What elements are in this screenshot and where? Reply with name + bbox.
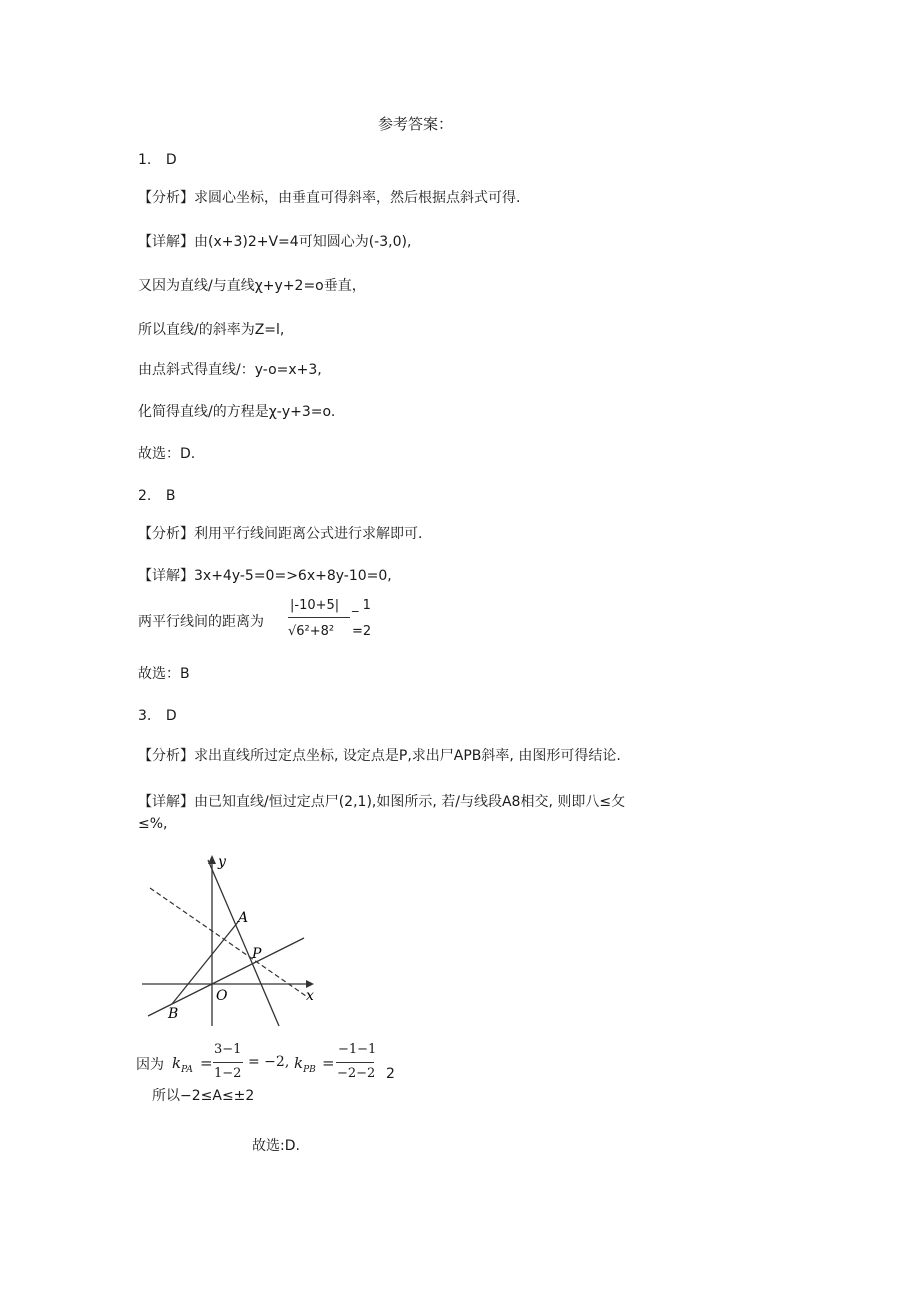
- q1-conclusion: 故选：D.: [138, 446, 196, 462]
- q3-answer: D: [165, 708, 177, 724]
- q3-so: 所以−2≤A≤±2: [152, 1088, 255, 1104]
- k-pa-subscript: PA: [181, 1065, 193, 1075]
- q2-eq-top: _ 1: [352, 598, 371, 613]
- pa-bar: [213, 1062, 243, 1063]
- q2-frac-denominator: √6²+8²: [288, 624, 335, 639]
- because-prefix: 因为: [136, 1057, 164, 1073]
- q2-detail-label: 【详解】: [138, 568, 194, 584]
- q1-detail: [138, 232, 411, 252]
- pb-denominator: −2−2: [337, 1066, 376, 1081]
- q1-analysis-label: 【分析】: [138, 190, 194, 206]
- q2-header: [138, 486, 175, 506]
- slope-formula: 因为 $k_{PA}$ = 3−1 1−2 = −2, $k_{PB}$ = −1−1 −2−2 2: [136, 1042, 395, 1082]
- q2-conclusion: 故选：B: [138, 666, 190, 682]
- q1-answer: D: [165, 152, 177, 168]
- q3-analysis-text: 求出直线所过定点坐标, 设定点是P,求出尸APB斜率, 由图形可得结论.: [194, 748, 621, 764]
- q1-detail-text: 由(x+3)2+V=4可知圆心为(-3,0),: [194, 234, 412, 250]
- k-pa: [172, 1054, 193, 1075]
- label-y: y: [218, 854, 226, 870]
- q3-conclusion: 故选:D.: [252, 1138, 300, 1154]
- pa-result: = −2,: [248, 1054, 290, 1070]
- coordinate-figure: [134, 850, 334, 1032]
- q2-frac-numerator: |-10+5|: [290, 598, 340, 613]
- label-A: A: [238, 910, 249, 926]
- label-O: O: [216, 988, 228, 1004]
- q1-line-4: 化简得直线/的方程是χ-y+3=o.: [138, 404, 336, 420]
- q1-analysis-text: 求圆心坐标，由垂直可得斜率，然后根据点斜式可得.: [194, 190, 521, 206]
- pb-bar: [336, 1062, 374, 1063]
- q1-number: 1.: [138, 152, 152, 168]
- q3-detail: [138, 792, 625, 812]
- q2-analysis-label: 【分析】: [138, 526, 194, 542]
- k-pb-subscript: PB: [303, 1065, 316, 1075]
- q2-detail: [138, 566, 392, 586]
- q1-header: [138, 150, 177, 170]
- x-axis-arrow: [306, 980, 314, 988]
- q2-answer: B: [165, 488, 176, 504]
- q1-line-2: 所以直线/的斜率为Z=l,: [138, 322, 285, 338]
- q2-eq-bottom: =2: [352, 624, 372, 639]
- q2-detail-text: 3x+4y-5=0=>6x+8y-10=0,: [194, 568, 392, 584]
- k-pb-letter: k: [294, 1054, 304, 1072]
- q2-analysis: [138, 524, 422, 544]
- page-title: 参考答案：: [378, 115, 454, 133]
- q1-line-1: 又因为直线/与直线χ+y+2=o垂直，: [138, 278, 366, 294]
- line-shallow-through-B-P: [148, 938, 304, 1016]
- q1-analysis: [138, 188, 520, 208]
- formula-trailing: 2: [386, 1066, 395, 1082]
- q3-detail-text: 由已知直线/恒过定点尸(2,1),如图所示, 若/与线段A8相交, 则即八≤攵: [194, 794, 626, 810]
- label-P: P: [252, 946, 262, 962]
- q2-fraction-bar: [288, 617, 350, 618]
- pb-numerator: −1−1: [338, 1042, 377, 1057]
- q1-line-3: 由点斜式得直线/：y-o=x+3,: [138, 362, 322, 378]
- q3-analysis: [138, 746, 621, 766]
- label-x: x: [306, 988, 314, 1004]
- segment-AB: [172, 922, 238, 1004]
- q1-detail-label: 【详解】: [138, 234, 194, 250]
- k-pa-letter: k: [172, 1054, 182, 1072]
- dashed-line: [150, 888, 306, 996]
- k-pb: [294, 1054, 316, 1075]
- q3-detail-label: 【详解】: [138, 794, 194, 810]
- q2-distance-prefix: 两平行线间的距离为: [138, 614, 264, 630]
- q3-header: [138, 706, 177, 726]
- q2-number: 2.: [138, 488, 152, 504]
- q3-detail-continued: ≤%,: [138, 816, 168, 832]
- label-B: B: [168, 1006, 179, 1022]
- q2-analysis-text: 利用平行线间距离公式进行求解即可.: [194, 526, 423, 542]
- q3-number: 3.: [138, 708, 152, 724]
- pa-numerator: 3−1: [214, 1042, 242, 1057]
- q3-analysis-label: 【分析】: [138, 748, 194, 764]
- pa-denominator: 1−2: [214, 1066, 242, 1081]
